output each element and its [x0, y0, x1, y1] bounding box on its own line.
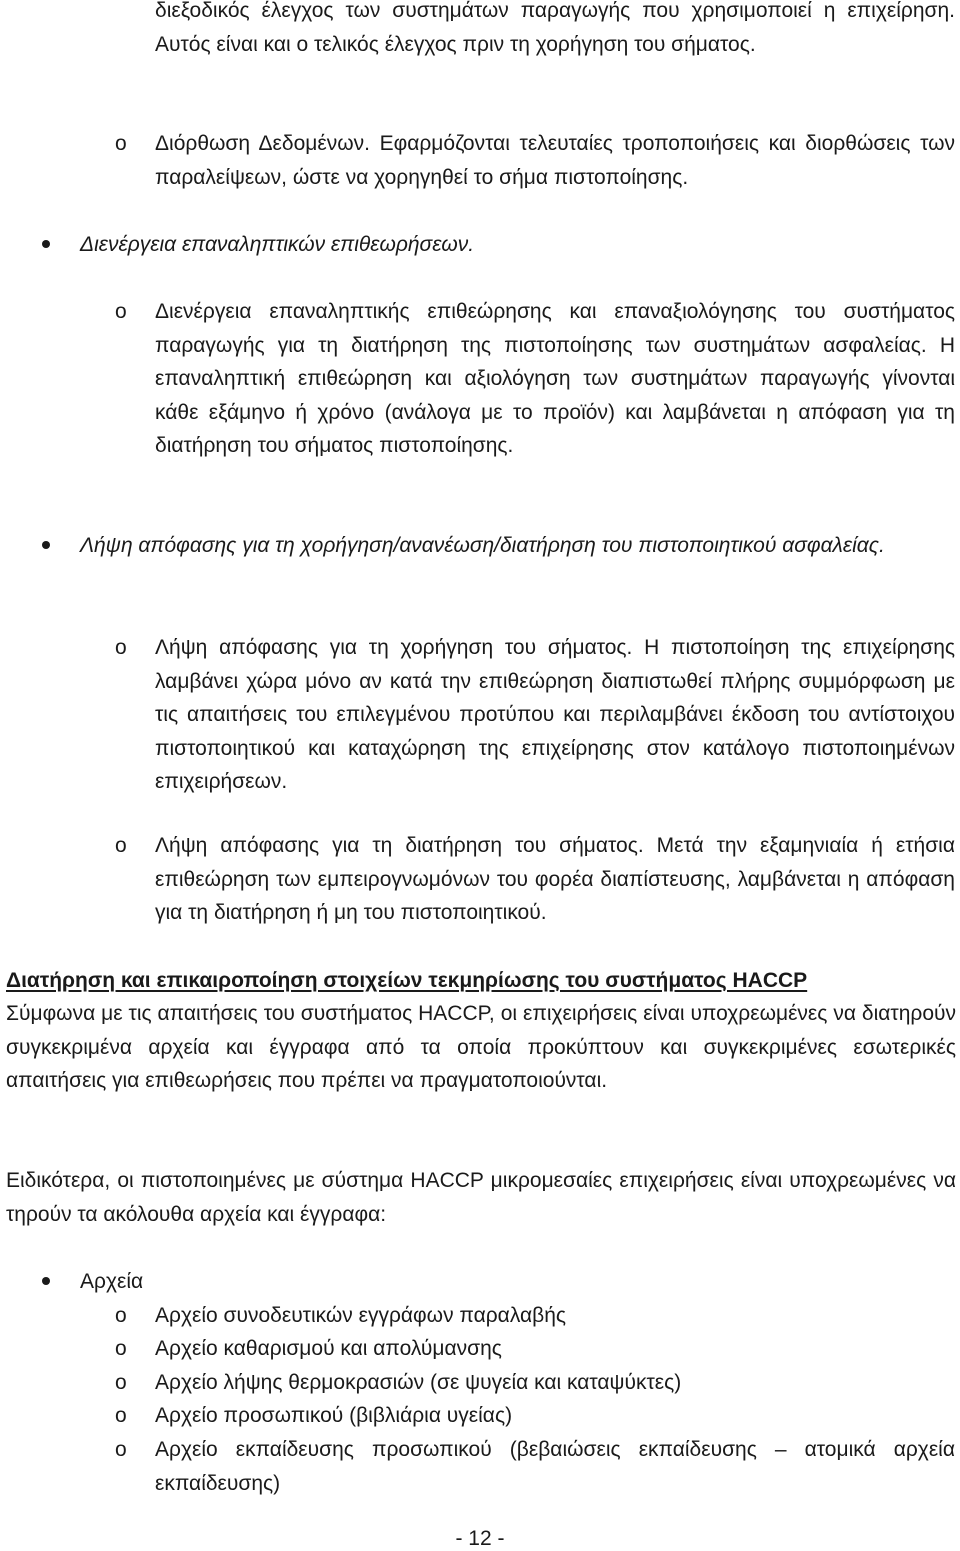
archive-item-text: Αρχείο συνοδευτικών εγγράφων παραλαβής: [155, 1304, 567, 1327]
continued-paragraph-text: διεξοδικός έλεγχος των συστημάτων παραγωγής που χρησιμοποιεί η επιχείρηση. Αυτός είναι και ο τελικός έλεγχος πριν τη χορήγηση του σήματος.: [155, 0, 955, 56]
sub-item-marker: o: [115, 1337, 127, 1360]
sub-item-marker: o: [115, 636, 127, 659]
bullet-text: Διενέργεια επαναληπτικών επιθεωρήσεων.: [80, 233, 475, 256]
sub-item-marker: o: [115, 1371, 127, 1394]
archive-item-text: Αρχείο προσωπικού (βιβλιάρια υγείας): [155, 1404, 513, 1427]
bullet-dot-icon: [42, 1277, 50, 1285]
sub-item-marker: o: [115, 300, 127, 323]
bullet-dot-icon: [42, 541, 50, 549]
section-paragraph-2: Ειδικότερα, οι πιστοποιημένες με σύστημα HACCP μικρομεσαίες επιχειρήσεις είναι υποχρεωμένες να τηρούν τα ακόλουθα αρχεία και έγγραφα:: [6, 1169, 956, 1226]
page-number: - 12 -: [455, 1527, 505, 1550]
sub-item-marker: o: [115, 834, 127, 857]
sub-item-marker: o: [115, 1438, 127, 1461]
sub-item-text: Διόρθωση Δεδομένων. Εφαρμόζονται τελευταίες τροποποιήσεις και διορθώσεις των παραλείψεων, ώστε να χορηγηθεί το σήμα πιστοποίησης.: [155, 132, 955, 189]
sub-item-marker: o: [115, 132, 127, 155]
section-paragraph-1: Σύμφωνα με τις απαιτήσεις του συστήματος HACCP, οι επιχειρήσεις είναι υποχρεωμένες να διατηρούν συγκεκριμένα αρχεία και έγγραφα από τα οποία προκύπτουν και συγκεκριμένες εσωτερικές απαιτήσεις για επιθεωρήσεις που πρέπει να πραγματοποιούνται.: [6, 1002, 956, 1092]
bullet-dot-icon: [42, 240, 50, 248]
sub-item-text: Λήψη απόφασης για τη διατήρηση του σήματος. Μετά την εξαμηνιαία ή ετήσια επιθεώρηση των εμπειρογνωμόνων του φορέα διαπίστευσης, λαμβάνεται η απόφαση για τη διατήρηση ή μη του πιστοποιητικού.: [155, 834, 955, 924]
bullet-text: Λήψη απόφασης για τη χορήγηση/ανανέωση/διατήρηση του πιστοποιητικού ασφαλείας.: [80, 534, 885, 557]
section-heading: Διατήρηση και επικαιροποίηση στοιχείων τεκμηρίωσης του συστήματος HACCP: [6, 969, 808, 992]
bullet-text: Αρχεία: [80, 1270, 144, 1293]
archive-item-text: Αρχείο λήψης θερμοκρασιών (σε ψυγεία και καταψύκτες): [155, 1371, 682, 1394]
sub-item-marker: o: [115, 1404, 127, 1427]
archive-item-text: Αρχείο καθαρισμού και απολύμανσης: [155, 1337, 502, 1360]
sub-item-text: Λήψη απόφασης για τη χορήγηση του σήματος. Η πιστοποίηση της επιχείρησης λαμβάνει χώρα μόνο αν κατά την επιθεώρηση διαπιστωθεί πλήρης συμμόρφωση με τις απαιτήσεις του επιλεγμένου προτύπου και περιλαμβάνει έκδοση του αντίστοιχου πιστοποιητικού και καταχώρηση της επιχείρησης στον κατάλογο πιστοποιημένων επιχειρήσεων.: [155, 636, 955, 793]
archive-item-text: Αρχείο εκπαίδευσης προσωπικού (βεβαιώσεις εκπαίδευσης – ατομικά αρχεία εκπαίδευσης): [155, 1438, 955, 1495]
sub-item-text: Διενέργεια επαναληπτικής επιθεώρησης και επαναξιολόγησης του συστήματος παραγωγής για τη διατήρηση της πιστοποίησης των συστημάτων ασφαλείας. Η επαναληπτική επιθεώρηση και αξιολόγηση των συστημάτων παραγωγής γίνονται κάθε εξάμηνο ή χρόνο (ανάλογα με το προϊόν) και λαμβάνεται η απόφαση για τη διατήρηση του σήματος πιστοποίησης.: [155, 300, 955, 457]
sub-item-marker: o: [115, 1304, 127, 1327]
